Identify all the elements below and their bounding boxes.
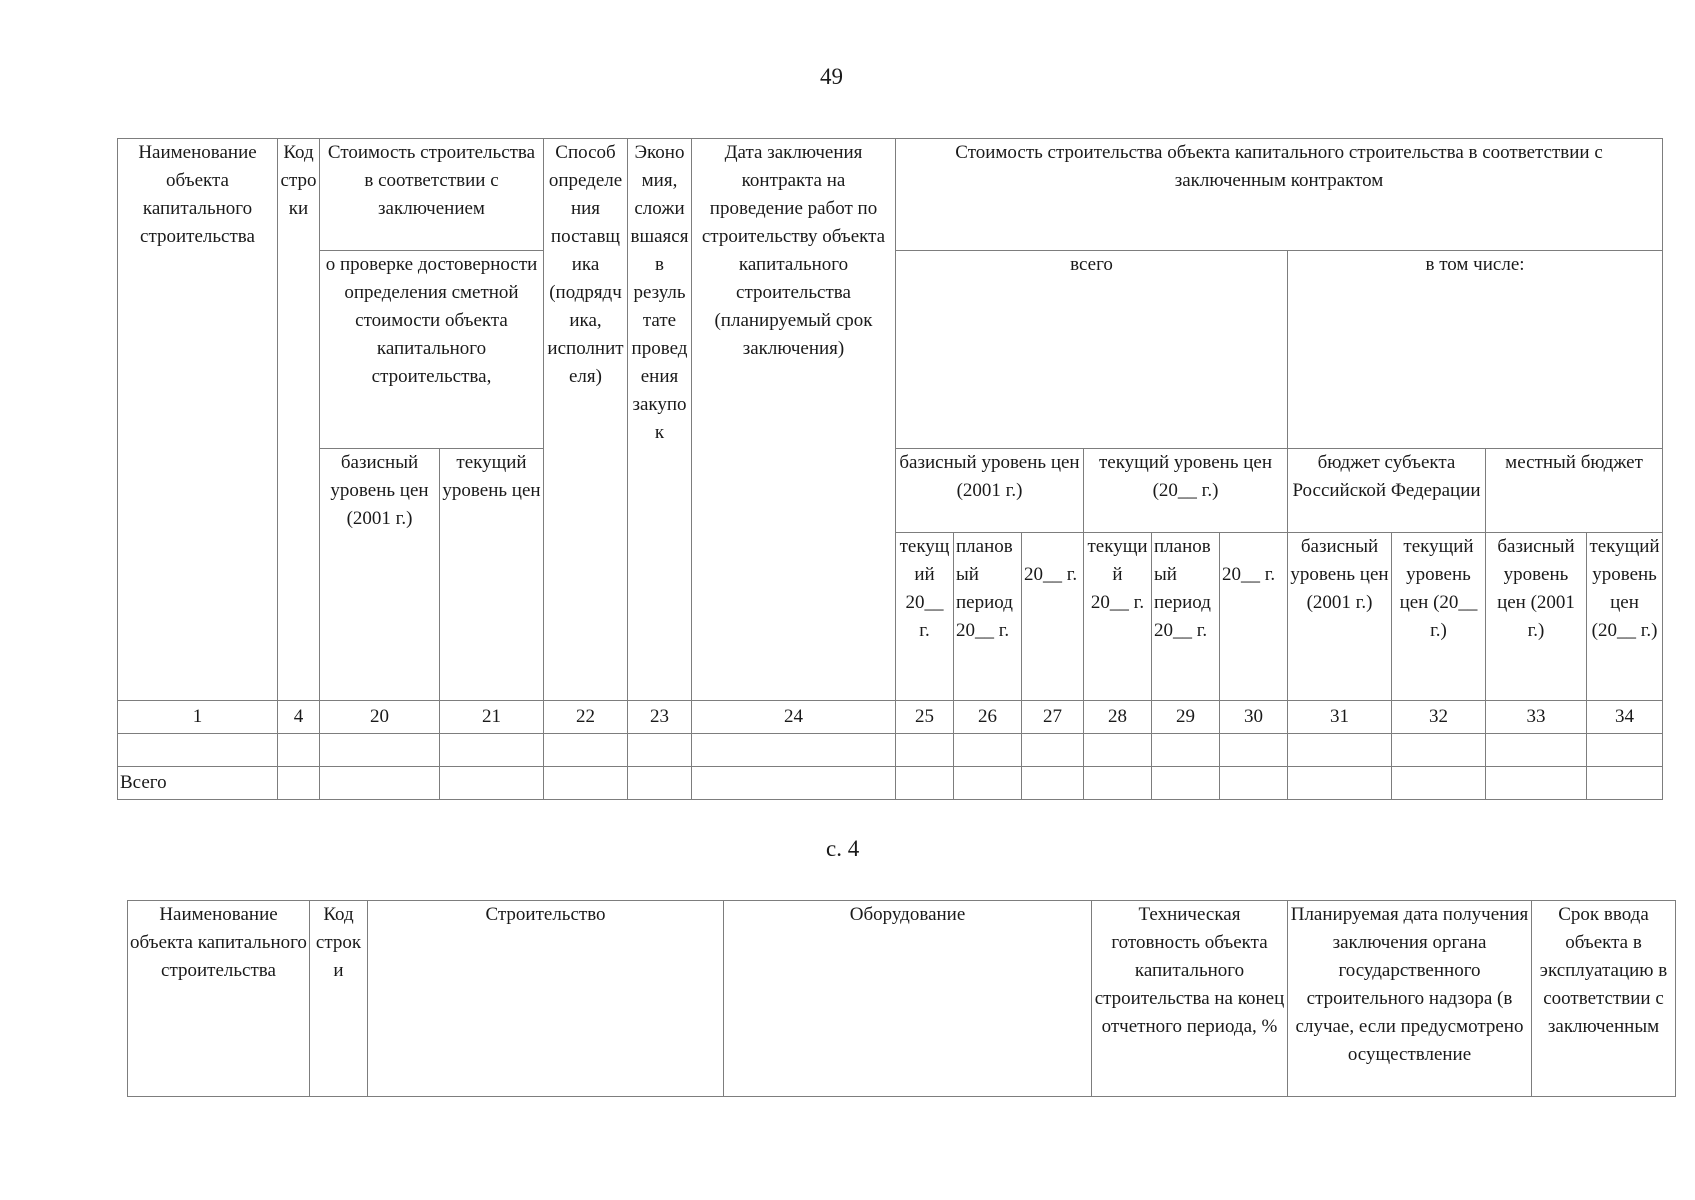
header-curr-plan-year-2: 20__ г. [1220, 533, 1288, 701]
col-number: 34 [1587, 701, 1663, 734]
col-number: 24 [692, 701, 896, 734]
header-regional-budget: бюджет субъекта Российской Федерации [1288, 449, 1486, 533]
header-current-price-level: текущий уровень цен [440, 449, 544, 701]
header-procurement-savings: Экономия, сложившаяся в результате проведения закупок [628, 139, 692, 701]
header-total: всего [896, 251, 1288, 449]
column-number-row [118, 701, 1663, 734]
header-row-code: Код строки [278, 139, 320, 701]
col-number: 29 [1152, 701, 1220, 734]
section-label: с. 4 [826, 836, 860, 861]
col-number: 22 [544, 701, 628, 734]
col-number: 31 [1288, 701, 1392, 734]
header-total-current-level: текущий уровень цен (20__ г.) [1084, 449, 1288, 533]
header-cost-per-contract: Стоимость строительства объекта капитального строительства в соответствии с заключенным контрактом [896, 139, 1663, 251]
header-construction: Строительство [368, 901, 724, 1097]
col-number: 28 [1084, 701, 1152, 734]
header-row-code: Код строки [310, 901, 368, 1097]
header-including: в том числе: [1288, 251, 1663, 449]
header-curr-plan-year-1: плановый период 20__ г. [1152, 533, 1220, 701]
header-base-plan-year-2: 20__ г. [1022, 533, 1084, 701]
header-cost-per-examination: Стоимость строительства в соответствии с заключением [320, 139, 544, 251]
header-local-current: текущий уровень цен (20__ г.) [1587, 533, 1663, 701]
col-number: 26 [954, 701, 1022, 734]
col-number: 25 [896, 701, 954, 734]
empty-data-row [118, 734, 1663, 767]
col-number: 21 [440, 701, 544, 734]
total-row [118, 767, 1663, 800]
header-region-current: текущий уровень цен (20__ г.) [1392, 533, 1486, 701]
total-label: Всего [118, 767, 278, 800]
header-base-plan-year-1: плановый период 20__ г. [954, 533, 1022, 701]
col-number: 4 [278, 701, 320, 734]
construction-table [127, 900, 1676, 1097]
col-number: 33 [1486, 701, 1587, 734]
header-local-base: базисный уровень цен (2001 г.) [1486, 533, 1587, 701]
header-region-base: базисный уровень цен (2001 г.) [1288, 533, 1392, 701]
header-contract-date: Дата заключения контракта на проведение работ по строительству объекта капитального строительства (планируемый срок заключения) [692, 139, 896, 701]
col-number: 23 [628, 701, 692, 734]
col-number: 32 [1392, 701, 1486, 734]
header-base-current-year: текущий 20__ г. [896, 533, 954, 701]
header-cost-examination-detail: о проверке достоверности определения сметной стоимости объекта капитального строительства, [320, 251, 544, 449]
header-procurement-method: Способ определения поставщика (подрядчика, исполнителя) [544, 139, 628, 701]
col-number: 20 [320, 701, 440, 734]
header-local-budget: местный бюджет [1486, 449, 1663, 533]
col-number: 30 [1220, 701, 1288, 734]
header-base-price-level: базисный уровень цен (2001 г.) [320, 449, 440, 701]
col-number: 1 [118, 701, 278, 734]
header-planned-date: Планируемая дата получения заключения органа государственного строительного надзора (в случае, если предусмотрено осуществление [1288, 901, 1532, 1097]
header-object-name: Наименование объекта капитального строительства [118, 139, 278, 701]
header-commissioning-term: Срок ввода объекта в эксплуатацию в соответствии с заключенным [1532, 901, 1676, 1097]
header-technical-readiness: Техническая готовность объекта капитального строительства на конец отчетного периода, % [1092, 901, 1288, 1097]
header-curr-current-year: текущий 20__ г. [1084, 533, 1152, 701]
header-equipment: Оборудование [724, 901, 1092, 1097]
cost-table [117, 138, 1663, 800]
col-number: 27 [1022, 701, 1084, 734]
header-object-name: Наименование объекта капитального строительства [128, 901, 310, 1097]
page-number: 49 [820, 64, 843, 89]
header-total-base-level: базисный уровень цен (2001 г.) [896, 449, 1084, 533]
